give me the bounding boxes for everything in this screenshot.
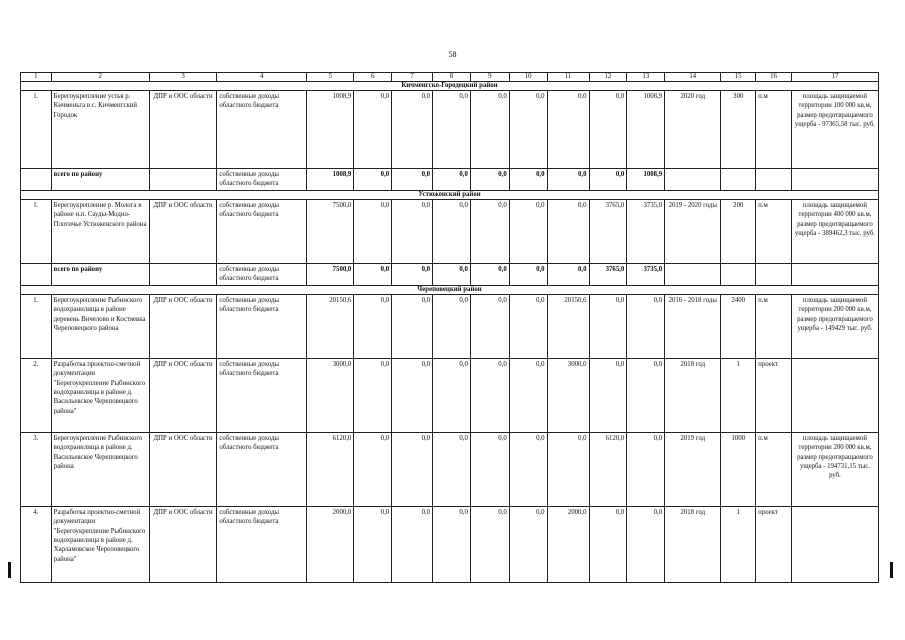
table-cell: 0,0 [547, 169, 589, 191]
column-number-cell: 14 [665, 73, 721, 82]
table-cell: 0,0 [354, 199, 392, 263]
table-cell [791, 263, 878, 285]
table-cell: 3765,0 [589, 199, 627, 263]
table-cell: 3. [21, 432, 52, 506]
table-cell: 0,0 [392, 506, 433, 582]
table-cell: 4. [21, 506, 52, 582]
table-cell: п.м [756, 294, 792, 358]
column-number-cell: 8 [433, 73, 471, 82]
column-number-cell: 16 [756, 73, 792, 82]
table-cell: собственные доходы областного бюджета [217, 91, 307, 169]
table-cell: Берегоукрепление Рыбинского водохранилища в районе деревень Вичелово и Костяевка Череповецкого района [51, 294, 149, 358]
table-cell: 0,0 [589, 506, 627, 582]
table-cell: 7500,0 [307, 199, 354, 263]
table-cell: п.м [756, 91, 792, 169]
table-cell [665, 263, 721, 285]
table-cell: 2019 - 2020 годы [665, 199, 721, 263]
table-cell: 3735,0 [627, 263, 665, 285]
table-cell: 0,0 [354, 263, 392, 285]
column-number-cell: 1 [21, 73, 52, 82]
table-cell: 6120,0 [307, 432, 354, 506]
table-cell: Разработка проектно-сметной документации "Берегоукрепление Рыбинского водохранилища в районе д. Харламовское Череповецкого района" [51, 506, 149, 582]
table-cell: ДПР и ООС области [149, 199, 216, 263]
table-cell: 2016 - 2018 годы [665, 294, 721, 358]
table-cell: ДПР и ООС области [149, 432, 216, 506]
table-cell: 0,0 [509, 91, 547, 169]
table-cell [721, 263, 756, 285]
column-number-cell: 7 [392, 73, 433, 82]
table-cell: проект [756, 358, 792, 432]
table-cell: п.м [756, 199, 792, 263]
table-row [21, 506, 879, 582]
district-name: Череповецкий район [21, 285, 879, 294]
table-cell: ДПР и ООС области [149, 358, 216, 432]
column-number-cell: 5 [307, 73, 354, 82]
table-cell: 3000,0 [307, 358, 354, 432]
column-number-cell: 10 [509, 73, 547, 82]
table-cell: собственные доходы областного бюджета [217, 199, 307, 263]
table-cell [149, 169, 216, 191]
scan-mark-right [890, 562, 893, 578]
table-cell: 0,0 [392, 294, 433, 358]
district-total-row [21, 263, 879, 285]
table-cell: 0,0 [470, 199, 509, 263]
table-cell: 1. [21, 199, 52, 263]
table-cell: 0,0 [354, 506, 392, 582]
district-name: Кичменгско-Городецкий район [21, 82, 879, 91]
district-row [21, 285, 879, 294]
table-cell: 6120,0 [589, 432, 627, 506]
table-cell: 0,0 [354, 432, 392, 506]
table-cell [791, 506, 878, 582]
table-cell: площадь защищаемой территории 200 000 кв.м, размер предотвращаемого ущерба - 194731,15 тыс. руб. [791, 432, 878, 506]
table-cell: собственные доходы областного бюджета [217, 506, 307, 582]
table-cell: 0,0 [433, 506, 471, 582]
table-cell: Берегоукрепление р. Молога в районе н.п. Сауды-Модно-Плотичье Устюженского района [51, 199, 149, 263]
table-cell: 2000,0 [547, 506, 589, 582]
table-cell: собственные доходы областного бюджета [217, 263, 307, 285]
table-cell: 0,0 [470, 169, 509, 191]
table-cell: 0,0 [354, 91, 392, 169]
table-cell: 3735,0 [627, 199, 665, 263]
column-number-cell: 9 [470, 73, 509, 82]
table-cell: 0,0 [433, 358, 471, 432]
table-cell: 0,0 [392, 358, 433, 432]
table-cell: 2018 год [665, 506, 721, 582]
table-cell: собственные доходы областного бюджета [217, 294, 307, 358]
table-cell [21, 263, 52, 285]
table-cell: собственные доходы областного бюджета [217, 432, 307, 506]
table-cell: 0,0 [589, 294, 627, 358]
table-cell [791, 358, 878, 432]
table-cell: 2018 год [665, 358, 721, 432]
table-cell: 0,0 [627, 358, 665, 432]
table-cell [21, 169, 52, 191]
table-cell [791, 169, 878, 191]
table-cell: собственные доходы областного бюджета [217, 358, 307, 432]
table-cell: 1008,9 [627, 91, 665, 169]
table-cell: Берегоукрепление Рыбинского водохранилища в районе д. Васильевское Череповецкого района [51, 432, 149, 506]
table-cell: площадь защищаемой территории 200 000 кв.м, размер предотвращаемого ущерба - 149429 тыс. руб. [791, 294, 878, 358]
district-total-row [21, 169, 879, 191]
table-cell: ДПР и ООС области [149, 91, 216, 169]
table-cell: 0,0 [509, 432, 547, 506]
table-cell: площадь защищаемой территории 100 000 кв.м, размер предотвращаемого ущерба - 97365,58 тыс. руб. [791, 91, 878, 169]
table-cell: 2000,0 [307, 506, 354, 582]
table-cell: 0,0 [470, 506, 509, 582]
table-cell: Берегоукрепление устья р. Кичменьга в с. Кичменгский Городок [51, 91, 149, 169]
table-cell: п.м [756, 432, 792, 506]
table-cell: площадь защищаемой территории 400 000 кв.м, размер предотвращаемого ущерба - 389462,3 тыс. руб. [791, 199, 878, 263]
table-cell: 1 [721, 358, 756, 432]
table-row [21, 91, 879, 169]
table-cell: Разработка проектно-сметной документации "Берегоукрепление Рыбинского водохранилища в районе д. Васильевское Череповецкого района" [51, 358, 149, 432]
table-cell: 0,0 [509, 169, 547, 191]
table-cell: ДПР и ООС области [149, 506, 216, 582]
district-row [21, 190, 879, 199]
table-cell: 1008,9 [627, 169, 665, 191]
table-cell: 0,0 [392, 199, 433, 263]
table-cell: 0,0 [392, 91, 433, 169]
table-cell: 0,0 [433, 432, 471, 506]
table-cell: 20150,6 [547, 294, 589, 358]
table-cell: 7500,0 [307, 263, 354, 285]
column-number-cell: 13 [627, 73, 665, 82]
table-cell: 300 [721, 91, 756, 169]
table-cell: 0,0 [627, 432, 665, 506]
table-cell: 0,0 [433, 263, 471, 285]
table-cell: 0,0 [589, 91, 627, 169]
table-cell: 0,0 [470, 263, 509, 285]
table-cell: 1000 [721, 432, 756, 506]
table-cell: собственные доходы областного бюджета [217, 169, 307, 191]
column-number-cell: 6 [354, 73, 392, 82]
table-cell: 0,0 [547, 432, 589, 506]
column-number-row [21, 73, 879, 82]
table-cell: 0,0 [433, 169, 471, 191]
table-row [21, 432, 879, 506]
table-cell: 1. [21, 294, 52, 358]
table-cell: 0,0 [392, 263, 433, 285]
column-number-cell: 4 [217, 73, 307, 82]
table-cell: 0,0 [470, 294, 509, 358]
table-row [21, 358, 879, 432]
table-cell: 0,0 [433, 294, 471, 358]
table-cell: 20150,6 [307, 294, 354, 358]
table-cell: 3765,0 [589, 263, 627, 285]
table-cell: 0,0 [589, 358, 627, 432]
table-cell: 3000,0 [547, 358, 589, 432]
table-cell: 0,0 [547, 199, 589, 263]
table-cell [756, 169, 792, 191]
column-number-cell: 12 [589, 73, 627, 82]
table-cell: 200 [721, 199, 756, 263]
table-cell: 0,0 [392, 169, 433, 191]
table-cell [149, 263, 216, 285]
table-cell: 0,0 [547, 91, 589, 169]
table-cell: проект [756, 506, 792, 582]
page-number: 58 [448, 50, 457, 59]
table-cell [756, 263, 792, 285]
table-cell: всего по району [51, 169, 149, 191]
table-cell: 2020 год [665, 91, 721, 169]
table-cell [665, 169, 721, 191]
table-cell: 0,0 [470, 91, 509, 169]
scan-mark-left [8, 562, 11, 578]
table-cell: 0,0 [509, 506, 547, 582]
column-number-cell: 11 [547, 73, 589, 82]
column-number-cell: 2 [51, 73, 149, 82]
table-cell: 0,0 [470, 358, 509, 432]
table-cell: 0,0 [509, 358, 547, 432]
table-cell: 2400 [721, 294, 756, 358]
table-cell: 0,0 [627, 506, 665, 582]
table-cell: 1 [721, 506, 756, 582]
table-cell: 1. [21, 91, 52, 169]
table-cell [721, 169, 756, 191]
table-cell: 0,0 [509, 199, 547, 263]
table-cell: 0,0 [509, 294, 547, 358]
table-cell: 0,0 [354, 294, 392, 358]
table-cell: 0,0 [470, 432, 509, 506]
column-number-cell: 15 [721, 73, 756, 82]
table-cell: 0,0 [433, 91, 471, 169]
table-cell: 0,0 [509, 263, 547, 285]
column-number-cell: 17 [791, 73, 878, 82]
table-cell: ДПР и ООС области [149, 294, 216, 358]
program-table [20, 72, 879, 583]
table-cell: 1008,9 [307, 169, 354, 191]
district-row [21, 82, 879, 91]
table-cell: 1008,9 [307, 91, 354, 169]
district-name: Устюженский район [21, 190, 879, 199]
table-cell: 0,0 [354, 169, 392, 191]
table-cell: 0,0 [589, 169, 627, 191]
table-cell: 0,0 [392, 432, 433, 506]
table-cell: 2. [21, 358, 52, 432]
table-cell: 0,0 [547, 263, 589, 285]
table-cell: 0,0 [354, 358, 392, 432]
table-row [21, 294, 879, 358]
table-row [21, 199, 879, 263]
table-cell: всего по району [51, 263, 149, 285]
table-cell: 2019 год [665, 432, 721, 506]
column-number-cell: 3 [149, 73, 216, 82]
table-cell: 0,0 [627, 294, 665, 358]
table-cell: 0,0 [433, 199, 471, 263]
